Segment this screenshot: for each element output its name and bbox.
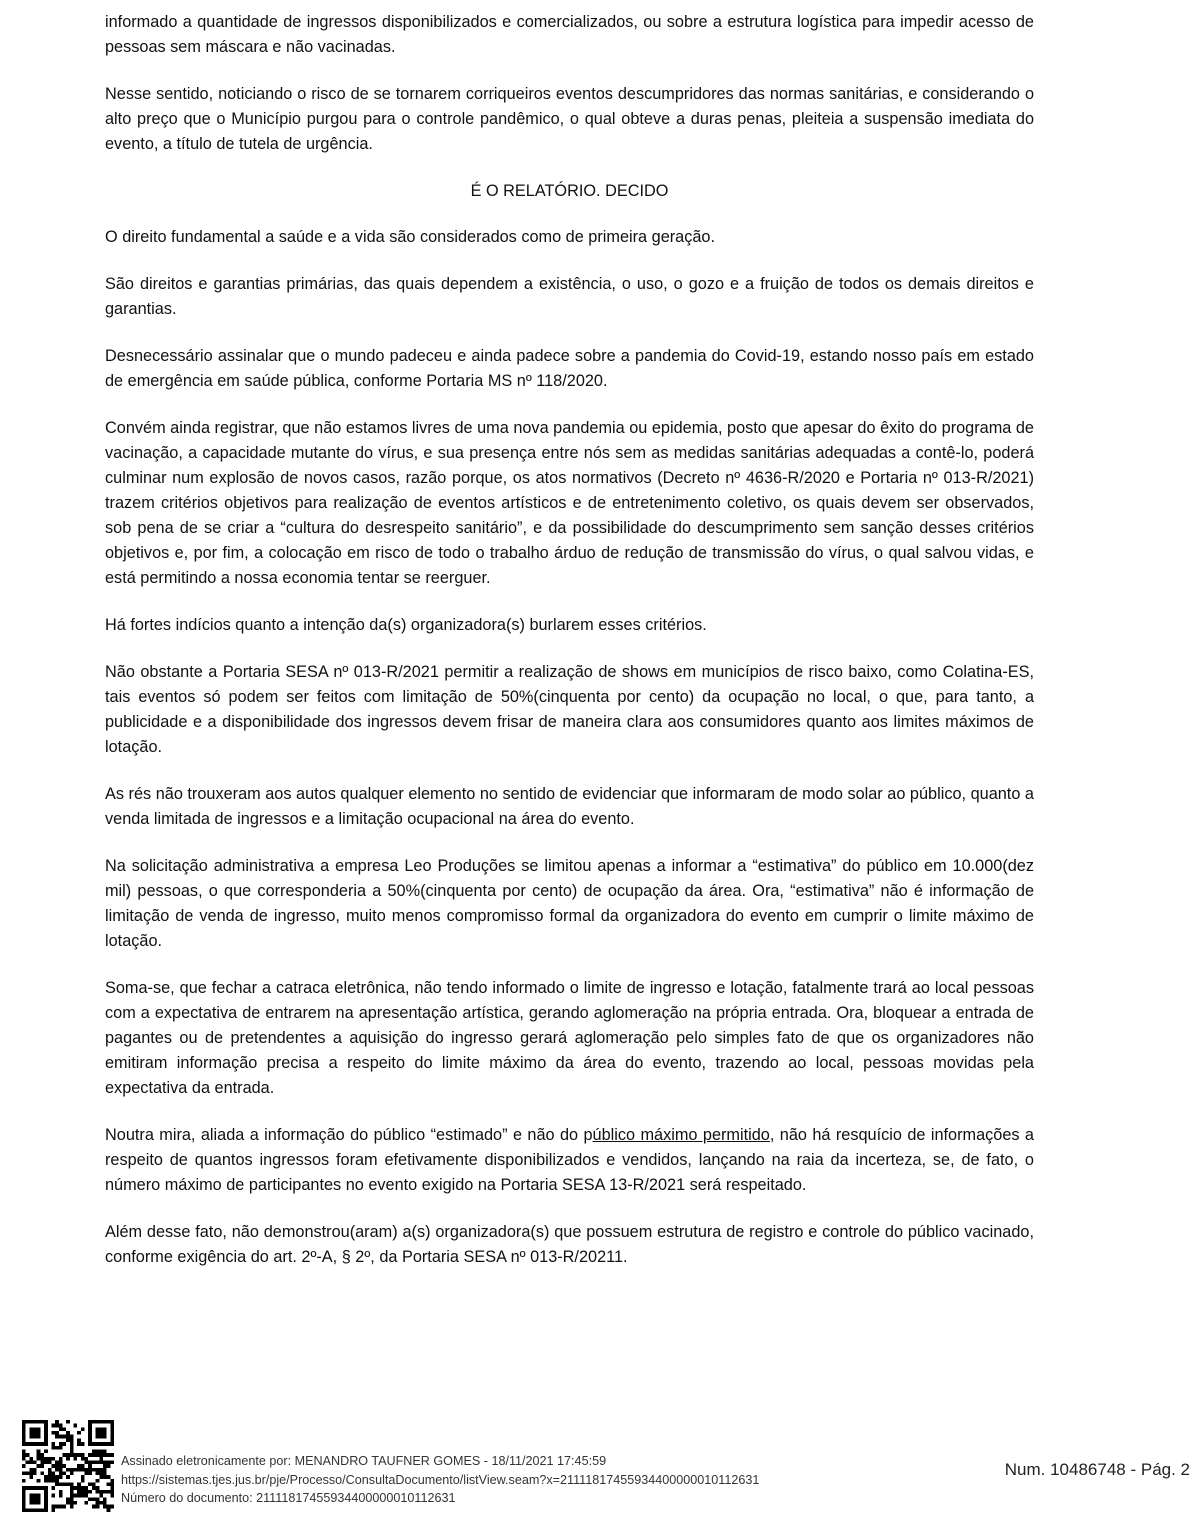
signature-line: Assinado eletronicamente por: MENANDRO TAUFNER GOMES - 18/11/2021 17:45:59 bbox=[121, 1454, 607, 1468]
paragraph-text: Soma-se, que fechar a catraca eletrônica, não tendo informado o limite de ingresso e lotação, fatalmente trará ao local pessoas com a expectativa de entrarem na apresentação artística, gerando aglomeração na própria entrada. Ora, bloquear a entrada de pagantes ou de pretendentes a aquisição do ingresso gerará aglomeração pelo simples fato de que os organizadores não emitiram informação precisa a respeito do limite máximo da área do evento, trazendo ao local, pessoas movidas pela expectativa da entrada. bbox=[105, 979, 1034, 1097]
paragraph-text: Não obstante a Portaria SESA nº 013-R/2021 permitir a realização de shows em municípios de risco baixo, como Colatina-ES, tais eventos só podem ser feitos com limitação de 50%(cinquenta por cento) da ocupação no local, o que, para tanto, a publicidade e a disponibilidade dos ingressos devem frisar de maneira clara aos consumidores quanto aos limites máximos de lotação. bbox=[105, 663, 1034, 756]
signature-footer bbox=[121, 1452, 759, 1508]
paragraph-text: Noutra mira, aliada a informação do público “estimado” e não do p bbox=[105, 1126, 593, 1144]
page-number: Num. 10486748 - Pág. 2 bbox=[1004, 1460, 1190, 1479]
document-body bbox=[105, 10, 1034, 1292]
paragraph-text: Na solicitação administrativa a empresa Leo Produções se limitou apenas a informar a bbox=[105, 857, 753, 875]
paragraph bbox=[105, 344, 1034, 394]
paragraph-text: São direitos e garantias primárias, das quais dependem a existência, o uso, o gozo e a fruição de todos os demais direitos e garantias. bbox=[105, 275, 1034, 318]
italic-text: “estimativa” bbox=[752, 857, 837, 875]
underlined-text: úblico máximo permitido bbox=[592, 1126, 770, 1144]
paragraph bbox=[105, 10, 1034, 60]
paragraph-text: As rés não trouxeram aos autos qualquer elemento no sentido de evidenciar que informaram de modo solar ao público, quanto a venda limitada de ingressos e a limitação ocupacional na área do evento. bbox=[105, 785, 1034, 828]
paragraph-text: , não há resquício de informações a respeito de quantos ingressos foram efetivamente disponibilizados e vendidos, lançando na raia da incerteza, se, de fato, o número máximo de participantes no evento exigido na Portaria SESA 13-R/2021 será respeitado. bbox=[105, 1126, 1034, 1194]
paragraph-text: Desnecessário assinalar que o mundo padeceu e ainda padece sobre a pandemia do Covid-19, estando nosso país em estado de emergência em saúde pública, conforme Portaria MS nº 118/2020. bbox=[105, 347, 1034, 390]
paragraph bbox=[105, 660, 1034, 760]
paragraph-text: Além desse fato, não demonstrou(aram) a(s) organizadora(s) que possuem estrutura de registro e controle do público vacinado, conforme exigência do art. 2º-A, § 2º, da Portaria SESA nº 013-R/20211. bbox=[105, 1223, 1034, 1266]
document-number: Número do documento: 21111817455934400000010112631 bbox=[121, 1491, 456, 1505]
qr-code-icon bbox=[22, 1420, 114, 1512]
section-heading bbox=[105, 179, 1034, 204]
paragraph bbox=[105, 613, 1034, 638]
paragraph bbox=[105, 82, 1034, 157]
paragraph bbox=[105, 1220, 1034, 1270]
paragraph bbox=[105, 416, 1034, 591]
paragraph bbox=[105, 976, 1034, 1101]
paragraph-text: não é informação de limitação de venda de ingresso, muito menos compromisso formal da organizadora do evento em cumprir o limite máximo de lotação. bbox=[105, 882, 1035, 950]
document-url[interactable]: https://sistemas.tjes.jus.br/pje/Processo/ConsultaDocumento/listView.seam?x=21111817455934400000010112631 bbox=[121, 1472, 760, 1487]
paragraph bbox=[105, 854, 1034, 954]
paragraph-text: informado a quantidade de ingressos disponibilizados e comercializados, ou sobre a estrutura logística para impedir acesso de pessoas sem máscara e não vacinadas. bbox=[105, 13, 1034, 56]
paragraph bbox=[105, 1123, 1034, 1198]
paragraph bbox=[105, 225, 1034, 250]
paragraph-text: É O RELATÓRIO. DECIDO bbox=[470, 182, 669, 200]
italic-text: “estimativa” bbox=[790, 882, 875, 900]
paragraph-text: Nesse sentido, noticiando o risco de se tornarem corriqueiros eventos descumpridores das normas sanitárias, e considerando o alto preço que o Município purgou para o controle pandêmico, o qual obteve a duras penas, pleiteia a suspensão imediata do evento, a título de tutela de urgência. bbox=[105, 85, 1034, 153]
paragraph-text: Há fortes indícios quanto a intenção da(s) organizadora(s) burlarem esses critérios. bbox=[105, 616, 707, 634]
paragraph bbox=[105, 782, 1034, 832]
paragraph-text: Convém ainda registrar, que não estamos livres de uma nova pandemia ou epidemia, posto que apesar do êxito do programa de vacinação, a capacidade mutante do vírus, e sua presença entre nós sem as medidas sanitárias adequadas a contê-lo, poderá culminar num explosão de novos casos, razão porque, os atos normativos (Decreto nº 4636-R/2020 e Portaria nº 013-R/2021) trazem critérios objetivos para realização de eventos artísticos e de entretenimento coletivo, os quais devem ser observados, sob pena de se criar a “cultura do desrespeito sanitário”, e da possibilidade do descumprimento sem sanção desses critérios objetivos e, por fim, a colocação em risco de todo o trabalho árduo de redução de transmissão do vírus, o qual salvou vidas, e está permitindo a nossa economia tentar se reerguer. bbox=[105, 419, 1034, 587]
paragraph-text: O direito fundamental a saúde e a vida são considerados como de primeira geração. bbox=[105, 228, 715, 246]
paragraph bbox=[105, 272, 1034, 322]
paragraph-text: do público em 10.000(dez mil) pessoas, o que corresponderia a 50%(cinquenta por cento) de ocupação da área. Ora, bbox=[105, 857, 1035, 900]
